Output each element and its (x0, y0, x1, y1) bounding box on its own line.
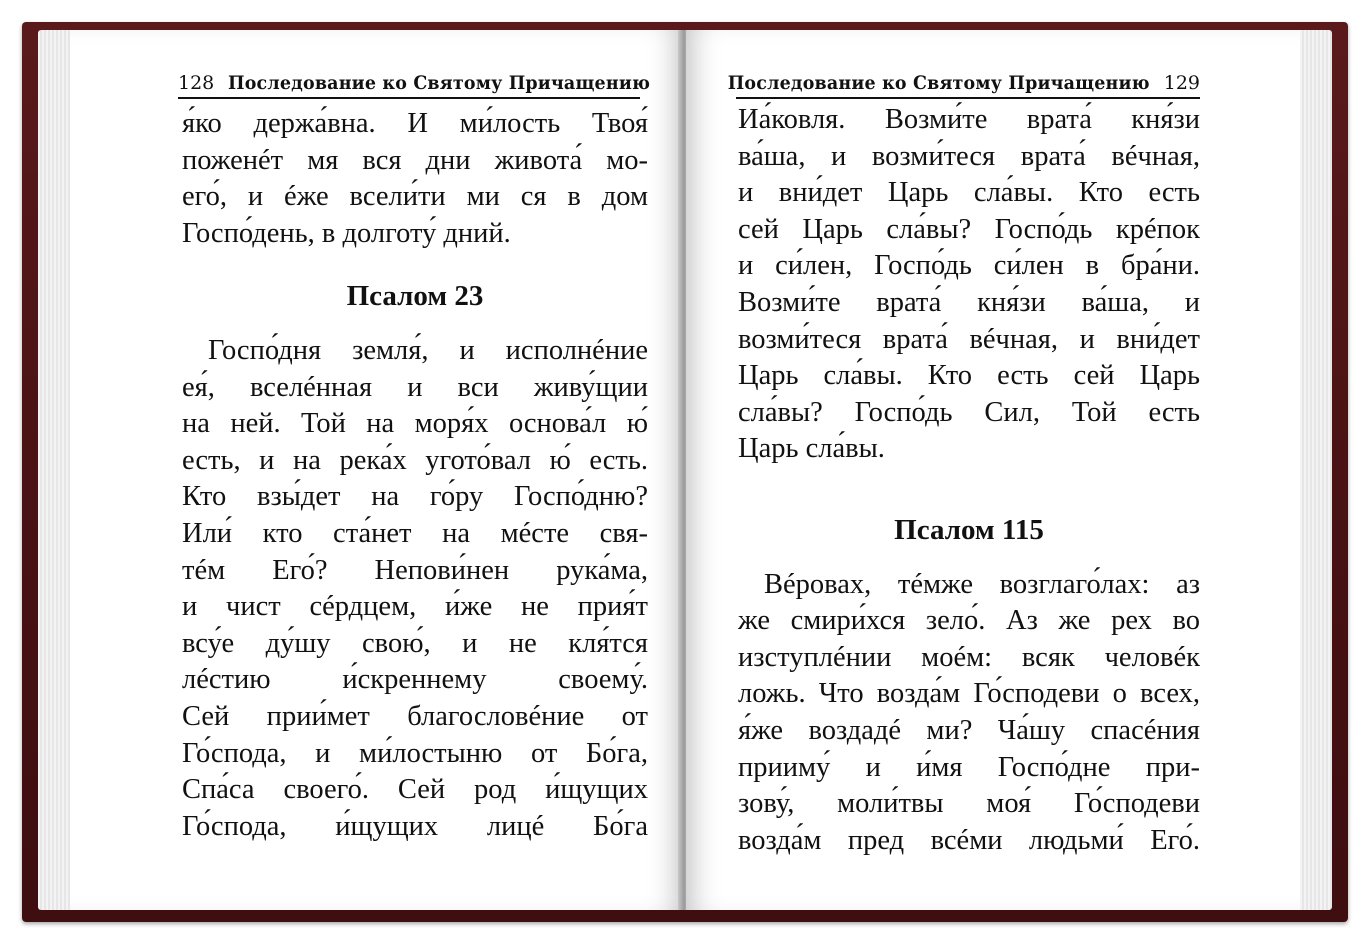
right-running-head (727, 64, 1200, 99)
text-line: сей Царь сла́вы? Госпо́дь крéпок (738, 213, 1200, 245)
text-line: Возми́те врата́ кня́зи ва́ша, и (738, 286, 1200, 318)
text-line: Госпо́день, в долготу́ дний. (182, 217, 511, 249)
text-line: я́же воздадé ми? Ча́шу спасéния (738, 714, 1200, 746)
text-line: возми́теся врата́ вéчная, и вни́дет (738, 323, 1200, 355)
text-line: я́ко держа́вна. И ми́лость Твоя́ (182, 108, 648, 139)
text-line: изступлéнии моéм: всяк человéк (738, 641, 1200, 673)
left-running-title: Последование ко Святому Причащению (228, 72, 651, 94)
text-line: ложь. Что возда́м Го́сподеви о всех, (738, 678, 1200, 710)
text-line: Кто взы́дет на го́ру Госпо́дню? (182, 481, 648, 513)
text-line: прииму́ и и́мя Госпо́дне при- (738, 751, 1200, 783)
left-page (70, 30, 682, 910)
text-line: Го́спода, и ми́лостыню от Бо́га, (182, 737, 648, 769)
text-line: Иа́ковля. Возми́те врата́ кня́зи (738, 104, 1200, 135)
text-line: ея́, вселéнная и вси живу́щии (182, 371, 648, 403)
text-line: и си́лен, Госпо́дь си́лен в бра́ни. (738, 250, 1200, 282)
text-line: зову́, моли́твы моя́ Го́сподеви (738, 788, 1200, 820)
text-line: лéстию и́скреннему своему́. (182, 664, 648, 696)
left-running-head (178, 64, 651, 99)
text-line: его́, и éже всели́ти ми ся в дом (182, 181, 648, 213)
text-line: Царь сла́вы. Кто есть сей Царь (738, 360, 1200, 392)
text-line: есть, и на река́х угото́вал ю́ есть. (182, 444, 648, 476)
page-edges-left (38, 30, 74, 910)
text-line: Го́спода, и́щущих лицé Бо́га (182, 810, 648, 842)
text-line: всу́е ду́шу свою́, и не кля́тся (182, 627, 648, 659)
psalm-heading: Псалом 115 (894, 513, 1044, 546)
text-line: поженéт мя вся дни живота́ мо- (182, 144, 648, 176)
text-line: возда́м пред всéми людьми́ Его́. (738, 824, 1200, 856)
text-line: Царь сла́вы. (738, 433, 885, 465)
text-line: Или́ кто ста́нет на мéсте свя- (182, 517, 648, 549)
text-line: Вéровах, тéмже возглаго́лах: аз (764, 568, 1200, 600)
text-line: ва́ша, и возми́теся врата́ вéчная, (738, 140, 1200, 172)
right-running-title: Последование ко Святому Причащению (727, 72, 1150, 94)
right-body-text (738, 102, 1200, 859)
text-line: Сей прии́мет благословéние от (182, 700, 648, 732)
left-page-number: 128 (178, 72, 215, 94)
text-line: на ней. Той на моря́х основа́л ю́ (182, 408, 648, 440)
text-line: тéм Его́? Непови́нен рука́ма, (182, 554, 648, 586)
text-line: сла́вы? Госпо́дь Сил, Той есть (738, 396, 1200, 428)
text-line: же смири́хся зело́. Аз же рех во (738, 605, 1200, 637)
left-body-text (182, 106, 648, 845)
right-page-number: 129 (1163, 72, 1200, 94)
text-line: и вни́дет Царь сла́вы. Кто есть (738, 177, 1200, 209)
right-page (686, 30, 1300, 910)
text-line: и чист сéрдцем, и́же не прия́т (182, 591, 648, 623)
page-edges-right (1296, 30, 1332, 910)
text-line: Госпо́дня земля́, и исполнéние (208, 334, 648, 366)
psalm-heading: Псалом 23 (346, 280, 484, 313)
text-line: Спа́са своего́. Сей род и́щущих (182, 774, 648, 806)
